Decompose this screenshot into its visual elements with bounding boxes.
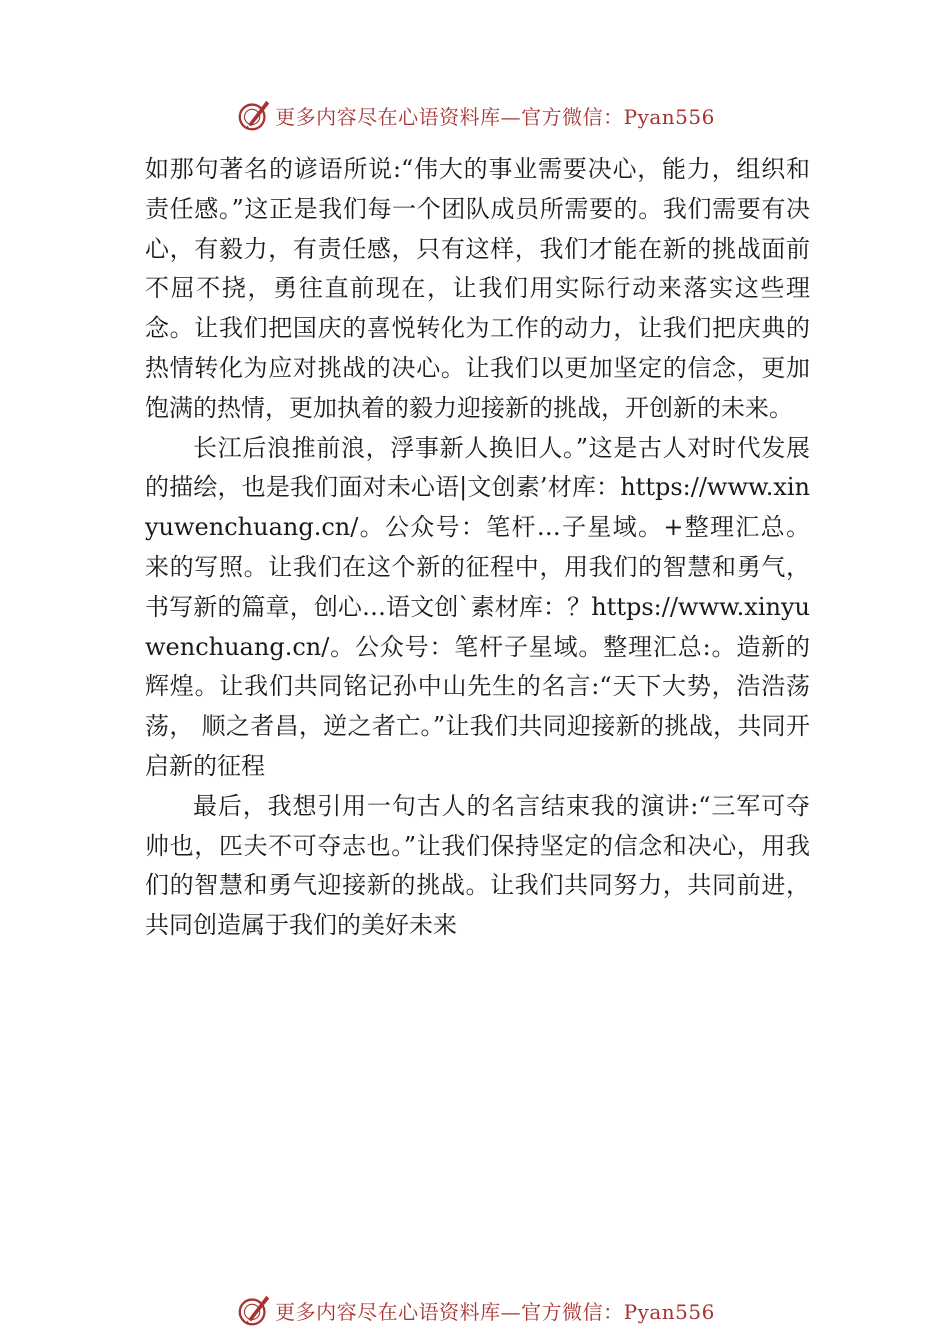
header-banner (0, 95, 950, 135)
paragraph: 长江后浪推前浪，浮事新人换旧人。”这是古人对时代发展的描绘，也是我们面对未心语|文创素’材库：https://www.xinyuwenchuang.cn/。公众号：笔杆…子星域。+整理汇总。来的写照。让我们在这个新的征程中，用我们的智慧和勇气，书写新的篇章，创心…语文创`素材库：？https://www.xinyuwenchuang.cn/。公众号：笔杆子星域。整理汇总:。造新的辉煌。让我们共同铭记孙中山先生的名言:“天下大势，浩浩荡荡， 顺之者昌，逆之者亡。”让我们共同迎接新的挑战，共同开启新的征程 (145, 433, 810, 780)
quill-pen-logo-icon (235, 1291, 273, 1329)
document-body (145, 150, 810, 946)
paragraph: 如那句著名的谚语所说:“伟大的事业需要决心，能力，组织和责任感。”这正是我们每一个团队成员所需要的。我们需要有决心，有毅力，有责任感，只有这样，我们才能在新的挑战面前不屈不挠，勇往直前现在，让我们用实际行动来落实这些理念。让我们把国庆的喜悦转化为工作的动力，让我们把庆典的热情转化为应对挑战的决心。让我们以更加坚定的信念，更加饱满的热情，更加执着的毅力迎接新的挑战，开创新的未来。 (145, 155, 810, 422)
paragraph: 最后，我想引用一句古人的名言结束我的演讲:“三军可夺帅也，匹夫不可夺志也。”让我们保持坚定的信念和决心，用我们的智慧和勇气迎接新的挑战。让我们共同努力，共同前进，共同创造属于我们的美好未来 (145, 791, 810, 940)
banner-text: 更多内容尽在心语资料库—官方微信：Pyan556 (275, 1299, 715, 1324)
footer-banner (0, 1290, 950, 1330)
banner-text: 更多内容尽在心语资料库—官方微信：Pyan556 (275, 104, 715, 129)
quill-pen-logo-icon (235, 96, 273, 134)
